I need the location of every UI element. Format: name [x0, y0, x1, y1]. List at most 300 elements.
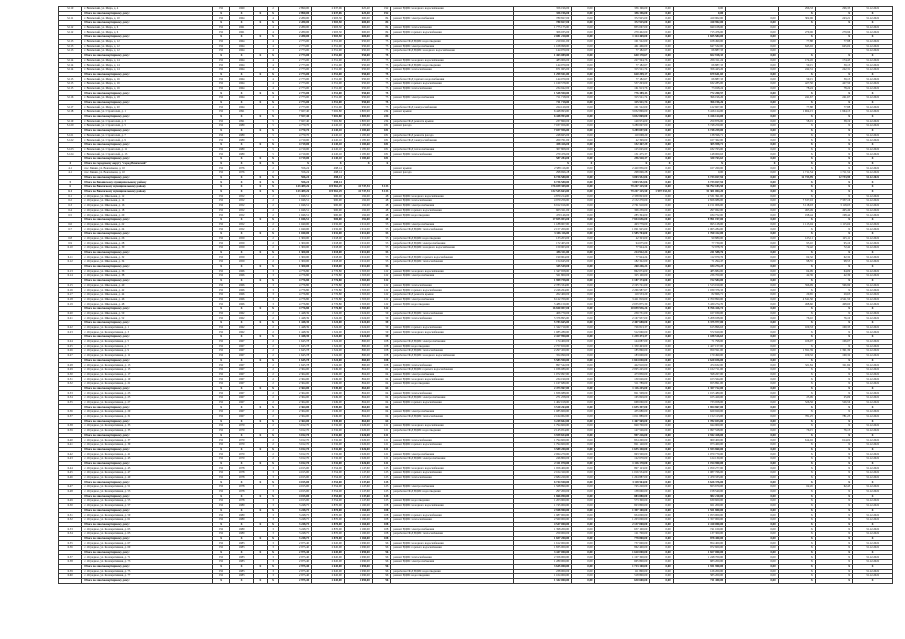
- cell-living-area: 3 554,00: [312, 499, 345, 504]
- cell-budget-cost: 0,00: [650, 527, 673, 532]
- cell-unit-cost: X: [778, 508, 815, 513]
- cell-deadline: 31.12.2022: [853, 138, 893, 143]
- cell-total-area: 2 773,00: [279, 63, 312, 68]
- cell-regional-cost: 1 015 480,00: [673, 391, 725, 396]
- cell-living-area: 2 645,00: [312, 574, 345, 579]
- cell-municipal-cost: 0,00: [726, 438, 778, 443]
- cell-floors: X: [267, 307, 279, 312]
- cell-total-cost: 2 684 220,00: [513, 475, 571, 480]
- cell-total-area: 1 300,00: [279, 250, 312, 255]
- cell-total-area: 2 773,00: [279, 82, 312, 87]
- cell-total-area: 4 719,00: [279, 142, 312, 147]
- cell-fund-cost: 0,00: [572, 152, 595, 157]
- cell-owner-type: РО: [212, 297, 229, 302]
- cell-living-area: 2 870,00: [312, 522, 345, 527]
- cell-row-number: 3.117: [59, 105, 82, 110]
- cell-living-area: 4 776,80: [312, 302, 345, 307]
- cell-floors: 2: [267, 382, 279, 387]
- cell-living-area: 2 532,00: [312, 461, 345, 466]
- cell-address: с. Отрадное, ул. Кооперативная, д. 21: [82, 382, 213, 387]
- cell-total-cost: 1 104 000,00: [513, 574, 571, 579]
- cell-budget-cost: 0,00: [650, 255, 673, 260]
- cell-max-unit-cost: X: [815, 555, 852, 560]
- cell-residents: 108: [372, 339, 391, 344]
- cell-total-area: 4 015,00: [279, 466, 312, 471]
- cell-living-area: 1 949,00: [312, 377, 345, 382]
- cell-regional-cost: 733 958,00: [673, 400, 725, 405]
- cell-max-unit-cost: X: [815, 386, 852, 391]
- cell-row-number: 3.111: [59, 16, 82, 21]
- cell-municipal-cost: 0,00: [726, 21, 778, 26]
- cell-commission-year: 1952: [230, 194, 253, 199]
- cell-owners-cost: 161 913,76: [595, 86, 650, 91]
- cell-owners-cost: 1 204 887,00: [595, 475, 650, 480]
- cell-budget-cost: 0,00: [650, 396, 673, 401]
- cell-max-unit-cost: 1 391,39: [815, 349, 852, 354]
- cell-address: г. Вяземский, ул. Мира, д. 12: [82, 39, 213, 44]
- cell-living-area: 2 645,00: [312, 569, 345, 574]
- cell-total-area: 2 364,00: [279, 419, 312, 424]
- cell-municipal-cost: 0,00: [726, 274, 778, 279]
- cell-address: с. Отрадное, ул. Кооперативная, д. 57: [82, 503, 213, 508]
- cell-unit-cost: X: [778, 410, 815, 415]
- cell-budget-cost: 0,00: [650, 236, 673, 241]
- cell-residents: 59: [372, 316, 391, 321]
- cell-max-unit-cost: X: [815, 335, 852, 340]
- cell-regional-cost: 823 670,00: [673, 485, 725, 490]
- cell-residents: 53: [372, 241, 391, 246]
- cell-max-unit-cost: 12 733,99: [815, 175, 852, 180]
- cell-total-cost: 2 588 116,00: [513, 166, 571, 171]
- cell-commission-year: X: [230, 358, 253, 363]
- cell-regional-cost: 1 427 157,00: [673, 344, 725, 349]
- cell-fund-cost: 0,00: [572, 396, 595, 401]
- cell-commission-year: 1964: [230, 58, 253, 63]
- cell-owner-type: РО: [212, 438, 229, 443]
- cell-max-unit-cost: X: [815, 11, 852, 16]
- cell-regional-cost: 3 208 938,00: [673, 316, 725, 321]
- cell-total-area: 556,24: [279, 180, 312, 185]
- cell-total-cost: 2 757 650,00: [513, 344, 571, 349]
- cell-living-area: 1 018,00: [312, 260, 345, 265]
- cell-residents: 75: [372, 82, 391, 87]
- cell-total-area: 4 776,80: [279, 283, 312, 288]
- cell-municipal-cost: 0,00: [726, 278, 778, 283]
- cell-regional-cost: 410 902,00: [673, 16, 725, 21]
- cell-fund-cost: 0,00: [572, 325, 595, 330]
- cell-residents: 96: [372, 574, 391, 579]
- cell-total-cost: 1 794 600,00: [513, 438, 571, 443]
- cell-floors: 4: [267, 105, 279, 110]
- cell-total-area: 2 364,00: [279, 400, 312, 405]
- cell-total-area: 1 448,39: [279, 321, 312, 326]
- cell-residents: 108: [372, 536, 391, 541]
- cell-unit-cost: X: [778, 527, 815, 532]
- cell-fund-cost: 0,00: [572, 194, 595, 199]
- cell-floors: X: [267, 91, 279, 96]
- cell-floors: 4: [267, 16, 279, 21]
- cell-budget-cost: 0,00: [650, 35, 673, 40]
- cell-residents: 122: [372, 297, 391, 302]
- cell-common-area: 600,00: [344, 21, 372, 26]
- cell-living-area: 900,00: [312, 217, 345, 222]
- cell-fund-cost: 0,00: [572, 110, 595, 115]
- cell-max-unit-cost: X: [815, 189, 852, 194]
- cell-common-area: 192,00: [344, 217, 372, 222]
- cell-fund-cost: 0,00: [572, 466, 595, 471]
- cell-floors: 3: [267, 560, 279, 565]
- cell-fund-cost: 0,00: [572, 569, 595, 574]
- cell-address: Итого по многоквартирному дому:: [82, 564, 213, 569]
- cell-max-unit-cost: 29,65: [815, 292, 852, 297]
- cell-regional-cost: 1 152 113,00: [673, 414, 725, 419]
- cell-address: с. Отрадное, ул. Кооперативная, д. 47: [82, 471, 213, 476]
- cell-work-type: разработка ПСД ВДИС водоотведения: [391, 63, 513, 68]
- cell-owners-cost: 1 187 174,00: [595, 278, 650, 283]
- cell-total-cost: 2 064 270,00: [513, 452, 571, 457]
- cell-floors: 2: [267, 396, 279, 401]
- cell-residents: 75: [372, 96, 391, 101]
- cell-regional-cost: 410 902,00: [673, 21, 725, 26]
- cell-floors: 2: [267, 457, 279, 462]
- cell-owners-cost: 537 293,00: [595, 82, 650, 87]
- cell-living-area: 2 870,00: [312, 532, 345, 537]
- cell-address: Итого по многоквартирному дому:: [82, 11, 213, 16]
- cell-total-cost: 6 744 940,00: [513, 480, 571, 485]
- cell-total-area: 2 975,40: [279, 564, 312, 569]
- cell-total-area: 4 770,70: [279, 124, 312, 129]
- cell-fund-cost: 0,00: [572, 288, 595, 293]
- cell-max-unit-cost: X: [815, 424, 852, 429]
- cell-work-type: разработка ПСД ВДИС теплоснабжения: [391, 260, 513, 265]
- cell-regional-cost: 167 362,00: [673, 138, 725, 143]
- cell-budget-cost: 0,00: [650, 110, 673, 115]
- cell-deadline: 31.12.2022: [853, 471, 893, 476]
- cell-residents: 122: [372, 269, 391, 274]
- cell-fund-cost: 0,00: [572, 86, 595, 91]
- cell-address: с. Отрадное, ул. Кооперативная, д. 25: [82, 396, 213, 401]
- cell-commission-year: 1966: [230, 292, 253, 297]
- cell-common-area: 600,00: [344, 25, 372, 30]
- cell-unit-cost: X: [778, 546, 815, 551]
- cell-unit-cost: 59,15: [778, 63, 815, 68]
- cell-deadline: 31.12.2022: [853, 485, 893, 490]
- cell-residents: 192: [372, 11, 391, 16]
- cell-floors: 4: [267, 39, 279, 44]
- cell-fund-cost: 0,00: [572, 546, 595, 551]
- cell-municipal-cost: 0,00: [726, 82, 778, 87]
- cell-owner-type: РО: [212, 49, 229, 54]
- cell-owners-cost: 315 521,74: [595, 96, 650, 101]
- cell-living-area: 2 551,00: [312, 82, 345, 87]
- cell-owners-cost: 2 195 721,00: [595, 283, 650, 288]
- cell-owner-type: РО: [212, 349, 229, 354]
- cell-budget-cost: 0,00: [650, 386, 673, 391]
- cell-living-area: 2 870,00: [312, 508, 345, 513]
- cell-unit-cost: 125,11: [778, 236, 815, 241]
- cell-total-area: 4 719,00: [279, 147, 312, 152]
- cell-fund-cost: 0,00: [572, 339, 595, 344]
- cell-living-area: 2 870,00: [312, 513, 345, 518]
- cell-municipal-cost: 0,00: [726, 77, 778, 82]
- cell-residents: 75: [372, 39, 391, 44]
- cell-commission-year: 1983: [230, 574, 253, 579]
- cell-unit-cost: X: [778, 194, 815, 199]
- cell-living-area: 119 962,29: [312, 185, 345, 190]
- cell-total-area: 4 015,00: [279, 494, 312, 499]
- cell-regional-cost: 241 588,76: [673, 250, 725, 255]
- cell-address: с. Отрадное, ул. Школьная, д. 24: [82, 227, 213, 232]
- cell-work-type: ремонт ВДИС теплоснабжения: [391, 86, 513, 91]
- cell-owners-cost: 101 522,00: [595, 105, 650, 110]
- cell-address: Итого по многоквартирному дому:: [82, 386, 213, 391]
- cell-commission-year: 1962: [230, 330, 253, 335]
- cell-floors: 4: [267, 67, 279, 72]
- cell-max-unit-cost: 72,42: [815, 246, 852, 251]
- cell-owner-type: РО: [212, 302, 229, 307]
- cell-owners-cost: 315 521,74: [595, 100, 650, 105]
- cell-floors: 2: [267, 171, 279, 176]
- cell-owner-type: РО: [212, 30, 229, 35]
- cell-work-type: разработка ПСД горячего водоснабжения: [391, 77, 513, 82]
- cell-common-area: 1 090,00: [344, 560, 372, 565]
- cell-address: с. Отрадное, ул. Школьная, д. 26: [82, 236, 213, 241]
- cell-address: пос. Бикин, ул. Вокзальная, д. 10: [82, 171, 213, 176]
- cell-address: с. Отрадное, ул. Кооперативная, д. 15: [82, 367, 213, 372]
- cell-owners-cost: 165 829,00: [595, 396, 650, 401]
- cell-max-unit-cost: X: [815, 35, 852, 40]
- cell-row-number: 5: [59, 180, 82, 185]
- cell-municipal-cost: 0,00: [726, 560, 778, 565]
- cell-reserve: X: [253, 335, 267, 340]
- cell-floors: X: [267, 536, 279, 541]
- cell-total-cost: 2 948 900,00: [513, 508, 571, 513]
- cell-total-cost: 2 473 967,00: [513, 386, 571, 391]
- cell-budget-cost: 0,00: [650, 517, 673, 522]
- cell-regional-cost: 124 130,00: [673, 457, 725, 462]
- cell-common-area: 192,00: [344, 203, 372, 208]
- cell-max-unit-cost: X: [815, 480, 852, 485]
- cell-row-number: 6.59: [59, 569, 82, 574]
- cell-total-cost: 1 775 175,00: [513, 25, 571, 30]
- cell-fund-cost: 0,00: [572, 372, 595, 377]
- cell-commission-year: 1967: [230, 367, 253, 372]
- cell-fund-cost: 0,00: [572, 7, 595, 12]
- cell-max-unit-cost: 76,10: [815, 316, 852, 321]
- cell-work-type: ремонт ВДИС водоотведения: [391, 213, 513, 218]
- cell-residents: 75: [372, 49, 391, 54]
- cell-owner-type: РО: [212, 82, 229, 87]
- cell-reserve: X: [253, 11, 267, 16]
- cell-deadline: 31.12.2022: [853, 325, 893, 330]
- cell-deadline: 31.12.2022: [853, 353, 893, 358]
- cell-row-number: 6.31: [59, 377, 82, 382]
- cell-deadline: 31.12.2022: [853, 382, 893, 387]
- cell-total-cost: 271 258,00: [513, 396, 571, 401]
- cell-max-unit-cost: 62,45: [815, 485, 852, 490]
- cell-unit-cost: 76,15: [778, 428, 815, 433]
- cell-total-cost: 297 200,00: [513, 489, 571, 494]
- cell-budget-cost: 0,00: [650, 199, 673, 204]
- cell-owner-type: X: [212, 91, 229, 96]
- cell-municipal-cost: 0,00: [726, 86, 778, 91]
- cell-max-unit-cost: 526,56: [815, 400, 852, 405]
- cell-regional-cost: 126 200,00: [673, 569, 725, 574]
- cell-work-type: разработка ПСД ВДИС холодного водоснабжения: [391, 353, 513, 358]
- cell-owners-cost: 897 123,00: [595, 466, 650, 471]
- cell-residents: 75: [372, 44, 391, 49]
- cell-common-area: 950,00: [344, 63, 372, 68]
- cell-budget-cost: 0,00: [650, 494, 673, 499]
- cell-total-cost: 5 486 150,00: [513, 302, 571, 307]
- cell-total-area: 2 890,00: [279, 11, 312, 16]
- cell-living-area: 2 532,00: [312, 452, 345, 457]
- cell-owner-type: РО: [212, 124, 229, 129]
- cell-total-area: 3 012,70: [279, 424, 312, 429]
- cell-common-area: 1 160,00: [344, 532, 372, 537]
- cell-municipal-cost: 0,00: [726, 330, 778, 335]
- cell-owner-type: РО: [212, 77, 229, 82]
- cell-deadline: 31.12.2022: [853, 330, 893, 335]
- cell-municipal-cost: 0,00: [726, 503, 778, 508]
- cell-fund-cost: 0,00: [572, 513, 595, 518]
- cell-living-area: 2 645,00: [312, 564, 345, 569]
- cell-address: Итого по многоквартирному дому:: [82, 142, 213, 147]
- cell-municipal-cost: X: [726, 161, 778, 166]
- cell-fund-cost: 0,00: [572, 58, 595, 63]
- cell-common-area: 1 026,00: [344, 457, 372, 462]
- cell-common-area: 1 185,60: [344, 142, 372, 147]
- cell-living-area: 1 324,00: [312, 311, 345, 316]
- cell-address: Итого по многоквартирному дому:: [82, 578, 213, 583]
- cell-commission-year: X: [230, 250, 253, 255]
- cell-fund-cost: 0,00: [572, 480, 595, 485]
- cell-commission-year: X: [230, 53, 253, 58]
- cell-deadline: 31.12.2022: [853, 541, 893, 546]
- cell-owner-type: РО: [212, 63, 229, 68]
- cell-owner-type: X: [212, 386, 229, 391]
- cell-row-number: 3.122: [59, 138, 82, 143]
- cell-regional-cost: 1 931 900,00: [673, 564, 725, 569]
- cell-common-area: 1 147,60: [344, 466, 372, 471]
- cell-budget-cost: 0,00: [650, 353, 673, 358]
- cell-municipal-cost: 0,00: [726, 241, 778, 246]
- cell-reserve: X: [253, 405, 267, 410]
- cell-unit-cost: X: [778, 513, 815, 518]
- cell-budget-cost: 0,00: [650, 128, 673, 133]
- cell-deadline: 31.12.2022: [853, 39, 893, 44]
- cell-living-area: 119 962,29: [312, 189, 345, 194]
- cell-address: г. Вяземский, ул. Строителей, д. 5: [82, 124, 213, 129]
- cell-owners-cost: 1 114 469,00: [595, 35, 650, 40]
- cell-owner-type: РО: [212, 147, 229, 152]
- cell-budget-cost: 0,00: [650, 21, 673, 26]
- cell-floors: X: [267, 419, 279, 424]
- cell-municipal-cost: 0,00: [726, 39, 778, 44]
- cell-work-type: ремонт ВДИС теплоснабжения: [391, 25, 513, 30]
- cell-municipal-cost: 0,00: [726, 321, 778, 326]
- cell-deadline: X: [853, 433, 893, 438]
- cell-floors: 2: [267, 438, 279, 443]
- cell-deadline: X: [853, 419, 893, 424]
- cell-floors: 3: [267, 574, 279, 579]
- cell-owners-cost: 119 533,29: [595, 292, 650, 297]
- cell-row-number: 6.13: [59, 269, 82, 274]
- cell-unit-cost: X: [778, 452, 815, 457]
- cell-max-unit-cost: X: [815, 321, 852, 326]
- cell-municipal-cost: 0,00: [726, 236, 778, 241]
- cell-deadline: 31.12.2022: [853, 396, 893, 401]
- cell-owner-type: X: [212, 189, 229, 194]
- cell-owner-type: РО: [212, 58, 229, 63]
- cell-work-type: ремонт ВДИС холодного водоснабжения: [391, 377, 513, 382]
- cell-unit-cost: X: [778, 471, 815, 476]
- cell-living-area: 1 949,00: [312, 400, 345, 405]
- cell-reserve: X: [253, 433, 267, 438]
- cell-total-cost: 176 039 309,00: [513, 185, 571, 190]
- cell-residents: 48: [372, 194, 391, 199]
- cell-work-type: ремонт ВДИС теплоснабжения: [391, 517, 513, 522]
- cell-commission-year: 1967: [230, 377, 253, 382]
- cell-municipal-cost: 0,00: [726, 124, 778, 129]
- cell-work-type: ремонт ВДИС электроснабжения: [391, 452, 513, 457]
- cell-owner-type: РО: [212, 574, 229, 579]
- cell-total-cost: 2 783 334,00: [513, 283, 571, 288]
- cell-max-unit-cost: X: [815, 527, 852, 532]
- cell-address: с. Отрадное, ул. Кооперативная, д. 65: [82, 532, 213, 537]
- cell-row-number: 6.11: [59, 255, 82, 260]
- cell-work-type: разработка ПСД ремонта фасада: [391, 133, 513, 138]
- cell-unit-cost: X: [778, 358, 815, 363]
- cell-owner-type: РО: [212, 466, 229, 471]
- cell-owner-type: X: [212, 578, 229, 583]
- cell-commission-year: X: [230, 142, 253, 147]
- cell-reserve: X: [253, 522, 267, 527]
- cell-deadline: 31.12.2022: [853, 532, 893, 537]
- cell-budget-cost: 0,00: [650, 147, 673, 152]
- cell-common-area: 950,00: [344, 105, 372, 110]
- cell-total-area: 1 040,00: [279, 227, 312, 232]
- cell-unit-cost: 198,44: [778, 213, 815, 218]
- cell-max-unit-cost: 427,50: [815, 82, 852, 87]
- cell-owners-cost: 821 140,00: [595, 442, 650, 447]
- cell-regional-cost: 679 641,83: [673, 72, 725, 77]
- cell-regional-cost: 1 854 867,00: [673, 405, 725, 410]
- cell-regional-cost: 598 267,00: [673, 372, 725, 377]
- cell-owner-type: РО: [212, 199, 229, 204]
- cell-total-area: 2 280,00: [279, 35, 312, 40]
- cell-row-number: 6.16: [59, 288, 82, 293]
- cell-common-area: 1 160,00: [344, 513, 372, 518]
- cell-max-unit-cost: X: [815, 419, 852, 424]
- cell-common-area: 860,00: [344, 339, 372, 344]
- cell-owners-cost: 512 660,00: [595, 330, 650, 335]
- cell-work-type: ремонт ВДИС теплоснабжения: [391, 152, 513, 157]
- cell-address: Итого по многоквартирному дому:: [82, 217, 213, 222]
- cell-municipal-cost: 0,00: [726, 489, 778, 494]
- cell-commission-year: 1978: [230, 466, 253, 471]
- cell-common-area: X: [344, 161, 372, 166]
- cell-commission-year: 1978: [230, 499, 253, 504]
- cell-total-cost: 1 794 600,00: [513, 442, 571, 447]
- cell-floors: 2: [267, 428, 279, 433]
- cell-total-cost: 237 860,00: [513, 119, 571, 124]
- cell-deadline: 31.12.2022: [853, 86, 893, 91]
- cell-max-unit-cost: 7 337,16: [815, 199, 852, 204]
- cell-owner-type: X: [212, 307, 229, 312]
- cell-floors: X: [267, 564, 279, 569]
- cell-max-unit-cost: X: [815, 471, 852, 476]
